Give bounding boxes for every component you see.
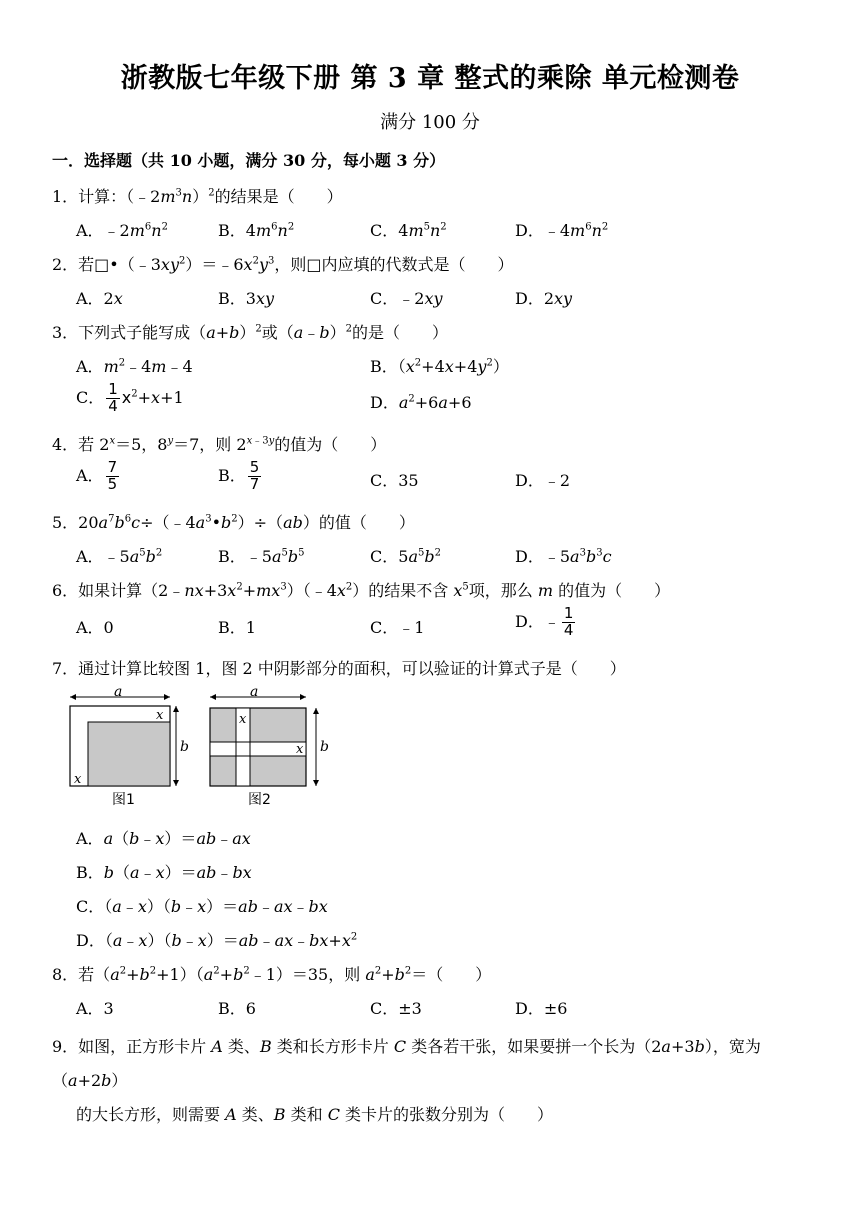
q8-option-c[interactable]: C．±3 — [370, 999, 422, 1018]
q4-option-a[interactable]: A． $\frac{7}{5}$ — [76, 458, 118, 493]
q3-option-d[interactable]: D．$a^2+6a+6$ — [370, 393, 472, 412]
question-7-stem: 7．通过计算比较图 1，图 2 中阴影部分的面积，可以验证的计算式子是（ ） — [52, 659, 626, 678]
fig2-caption: 图2 — [248, 792, 271, 808]
question-4-stem: 4．若 $2^x=5$，$8^y=7$，则 $2^{x﹣3y}$的值为（ ） — [52, 435, 387, 454]
page-title: 浙教版七年级下册 第 3 章 整式的乘除 单元检测卷 — [120, 63, 740, 94]
fig2-label-b: b — [320, 739, 329, 755]
question-6-stem: 6．如果计算$(2﹣nx+3x^2+mx^3)(﹣4x^2)$的结果不含 $x^5$项，那么 m 的值为（ ） — [52, 581, 671, 600]
fig1-label-b: b — [180, 739, 189, 755]
fig2-label-x-right: x — [296, 742, 304, 757]
question-1-stem: 1．计算：$(﹣2m^3n)^2$的结果是（ ） — [52, 187, 343, 206]
q8-option-a[interactable]: A．3 — [76, 999, 114, 1018]
q7-option-b[interactable]: B．b（a﹣x）＝ab﹣bx — [76, 863, 252, 882]
q3-option-b[interactable]: B．$(x^2+4x+4y^2)$ — [370, 357, 509, 376]
q2-option-d[interactable]: D．2xy — [515, 289, 573, 308]
q6-option-b[interactable]: B．1 — [218, 618, 256, 637]
fig1-shaded-rect — [88, 722, 170, 786]
question-2-stem: 2．若$□•(﹣3xy^2)=﹣6x^2y^3$，则□内应填的代数式是（ ） — [52, 255, 514, 274]
question-5-stem: 5．$20a^7b^6c\div(﹣4a^3•b^2)\div(ab)$的值（ ） — [52, 513, 415, 532]
q1-option-d[interactable]: D．$﹣4m^6n^2$ — [515, 221, 609, 240]
q4-option-b[interactable]: B． $\frac{5}{7}$ — [218, 458, 260, 493]
q3-option-a[interactable]: A．$m^2﹣4m﹣4$ — [76, 357, 193, 376]
section-heading: 一．选择题（共 10 小题，满分 30 分，每小题 3 分） — [52, 151, 446, 170]
q8-option-d[interactable]: D．±6 — [515, 999, 568, 1018]
fig2-horizontal-strip — [210, 742, 306, 756]
q1-option-a[interactable]: A．$﹣2m^6n^2$ — [76, 221, 168, 240]
q5-option-d[interactable]: D．$﹣5a^3b^3c$ — [515, 547, 612, 566]
q5-option-b[interactable]: B．$﹣5a^5b^5$ — [218, 547, 305, 566]
q1-option-c[interactable]: C．$4m^5n^2$ — [370, 221, 447, 240]
figure-1 — [66, 686, 196, 810]
q7-option-d[interactable]: D．$(a﹣x)(b﹣x)=ab﹣ax﹣bx+x^2$ — [76, 931, 358, 950]
q7-option-a[interactable]: A．a（b﹣x）＝ab﹣ax — [76, 829, 251, 848]
q2-option-b[interactable]: B．3xy — [218, 289, 275, 308]
fig1-label-a: a — [114, 686, 123, 700]
q2-option-c[interactable]: C．﹣2xy — [370, 289, 443, 308]
q1-option-b[interactable]: B．$4m^6n^2$ — [218, 221, 295, 240]
q6-option-d[interactable]: D．﹣ $\frac{1}{4}$ — [515, 604, 574, 639]
q3-option-c[interactable]: C． $\frac{1}{4}$ $x^2+x+1$ — [76, 380, 184, 415]
q6-option-a[interactable]: A．0 — [76, 618, 114, 637]
figure-2 — [206, 686, 336, 810]
question-9-stem: 9．如图，正方形卡片 A 类、B 类和长方形卡片 C 类各若干张，如果要拼一个长为（2a+3b），宽为（a+2b） 的大长方形，则需要 A 类、B 类和 C 类卡片的张数分别为（ ） — [52, 1037, 761, 1124]
q6-option-c[interactable]: C．﹣1 — [370, 618, 425, 637]
q2-option-a[interactable]: A．2x — [76, 289, 123, 308]
fig1-label-x-left: x — [74, 772, 82, 787]
fig1-caption: 图1 — [112, 792, 135, 808]
q4-option-c[interactable]: C．35 — [370, 471, 419, 490]
q5-option-c[interactable]: C．$5a^5b^2$ — [370, 547, 441, 566]
q4-option-d[interactable]: D．﹣2 — [515, 471, 571, 490]
fig2-label-a: a — [250, 686, 259, 700]
question-3-stem: 3．下列式子能写成$(a+b)^2$或（a﹣b）$^2$的是（ ） — [52, 323, 449, 342]
q8-option-b[interactable]: B．6 — [218, 999, 256, 1018]
fig2-label-x-top: x — [239, 712, 247, 727]
fig1-label-x-top: x — [156, 708, 164, 723]
question-8-stem: 8．若$(a^2+b^2+1)(a^2+b^2﹣1)=35$，则 $a^2+b^2=$（ ） — [52, 965, 492, 984]
q5-option-a[interactable]: A．$﹣5a^5b^2$ — [76, 547, 163, 566]
q7-option-c[interactable]: C．（a﹣x）（b﹣x）＝ab﹣ax﹣bx — [76, 897, 328, 916]
page-subtitle: 满分 100 分 — [380, 112, 480, 133]
